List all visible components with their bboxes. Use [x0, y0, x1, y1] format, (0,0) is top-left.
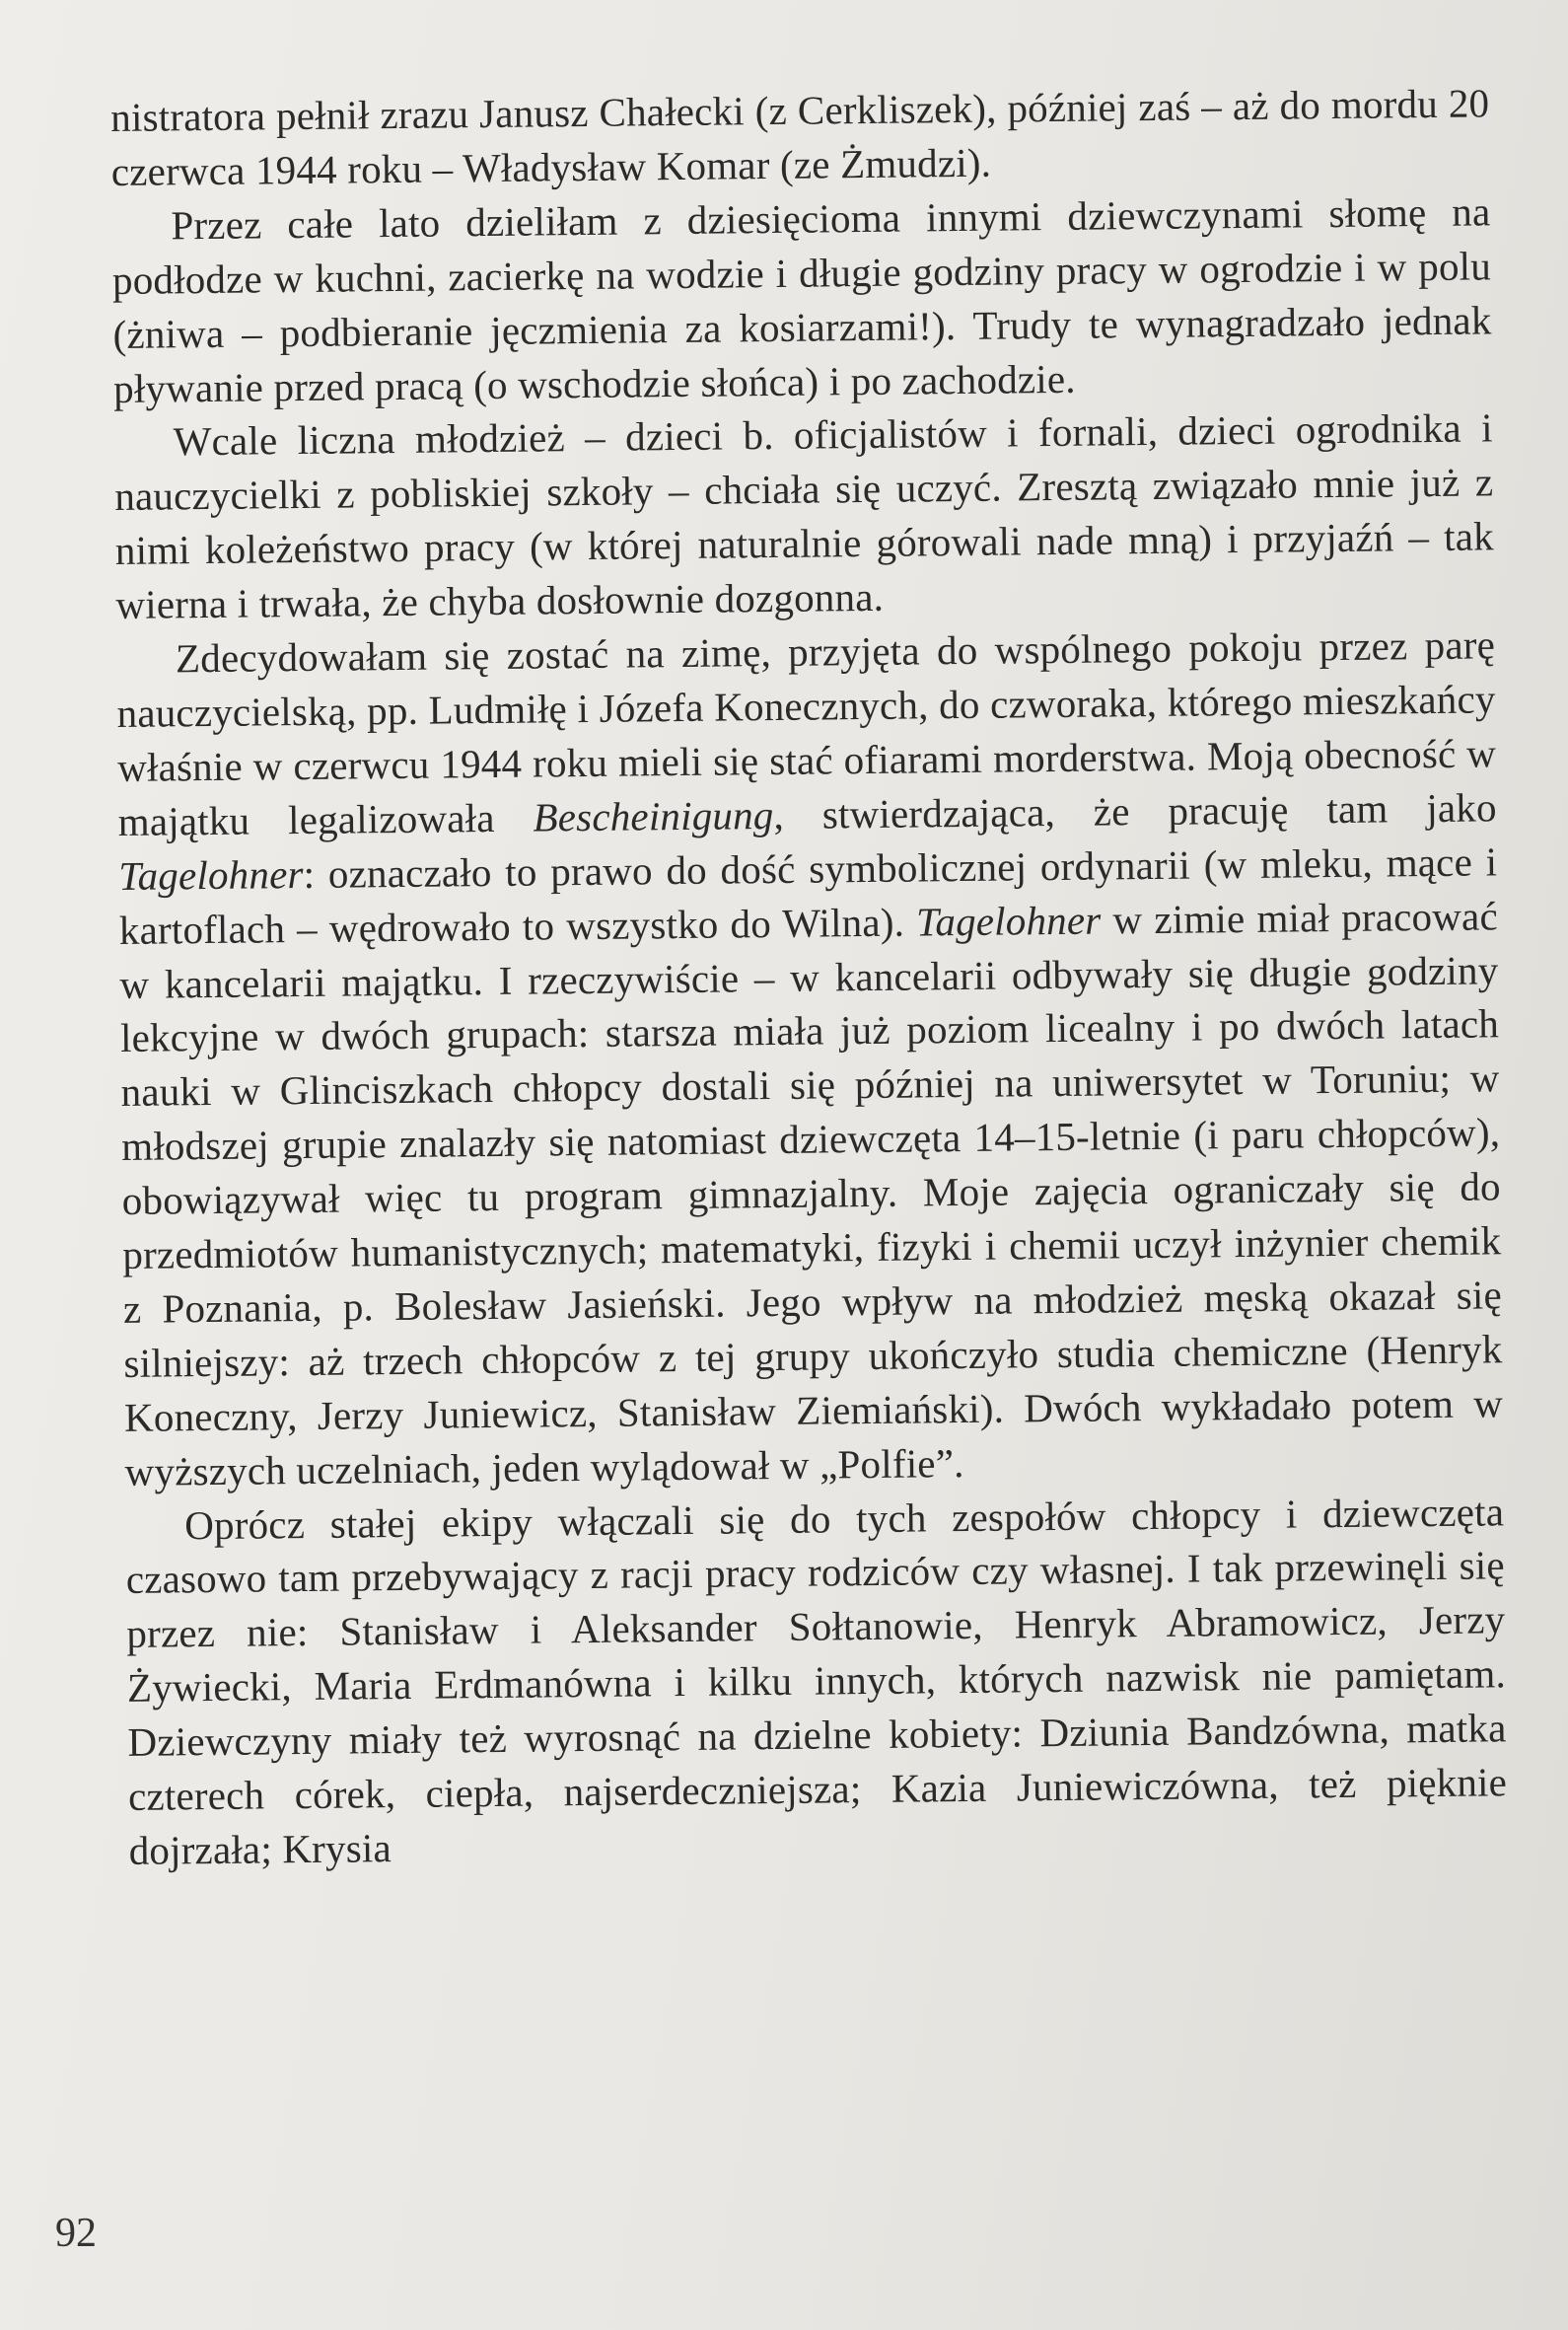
paragraph-winter-text-2: , stwierdzająca, że pracuję tam jako: [773, 784, 1497, 837]
page-number: 92: [55, 2211, 97, 2256]
body-text: [110, 76, 1508, 1877]
paragraph-continuation: nistratora pełnił zrazu Janusz Chałecki (z Cerkliszek), później zaś – aż do mordu 20 czerwca 1944 roku – Władysław Komar (ze Żmudzi).: [110, 80, 1490, 194]
paragraph-youth: Wcale liczna młodzież – dzieci b. oficjalistów i fornali, dzieci ogrodnika i nauczycielki z pobliskiej szkoły – chciała się uczyć. Zresztą związało mnie już z nimi koleżeństwo pracy (w której naturalnie górowali nade mną) i przyjaźń – tak wierna i trwała, że chyba dosłownie dozgonna.: [114, 404, 1495, 628]
paragraph-summer: Przez całe lato dzieliłam z dziesięcioma innymi dziewczynami słomę na podłodze w kuchni, zacierkę na wodzie i długie godziny pracy w ogrodzie i w polu (żniwa – podbieranie jęczmienia za kosiarzami!). Trudy te wynagradzało jednak pływanie przed pracą (o wschodzie słońca) i po zachodzie.: [111, 188, 1492, 411]
term-tagelohner-2: Tagelohner: [915, 897, 1102, 945]
paragraph-winter-text-1: Zdecydowałam się zostać na zimę, przyjęta do wspólnego pokoju przez parę nauczycielską, pp. Ludmiłę i Józefa Konecznych, do czworaka, którego mieszkańcy właśnie w czerwcu 1944 roku mieli się stać ofiarami morderstwa. Moją obecność w majątku legalizowała: [116, 621, 1497, 844]
term-tagelohner-1: Tagelohner: [118, 850, 304, 899]
paragraph-others: Oprócz stałej ekipy włączali się do tych zespołów chłopcy i dziewczęta czasowo tam przebywający z racji pracy rodziców czy własnej. I tak przewinęli się przez nie: Stanisław i Aleksander Sołtanowie, Henryk Abramowicz, Jerzy Żywiecki, Maria Erdmanówna i kilku innych, których nazwisk nie pamiętam. Dziewczyny miały też wyrosnąć na dzielne kobiety: Dziunia Bandzówna, matka czterech córek, ciepła, najserdeczniejsza; Kazia Juniewiczówna, też pięknie dojrzała; Krysia: [125, 1488, 1508, 1873]
paragraph-winter-text-3: : oznaczało to prawo do dość symbolicznej ordynarii (w mleku, mące i kartoflach – wędrowało to wszystko do Wilna).: [118, 838, 1498, 953]
term-bescheinigung: Bescheinigung: [533, 791, 774, 840]
paragraph-winter: [116, 618, 1504, 1498]
paragraph-winter-text-4: w zimie miał pracować w kancelarii majątku. I rzeczywiście – w kancelarii odbywały się długie godziny lekcyjne w dwóch grupach: starsza miała już poziom licealny i po dwóch latach nauki w Glinciszkach chłopcy dostali się później na uniwersytet w Toruniu; w młodszej grupie znalazły się natomiast dziewczęta 14–15-letnie (i paru chłopców), obowiązywał więc tu program gimnazjalny. Moje zajęcia ograniczały się do przedmiotów humanistycznych; matematyki, fizyki i chemii uczył inżynier chemik z Poznania, p. Bolesław Jasieński. Jego wpływ na młodzież męską okazał się silniejszy: aż trzech chłopców z tej grupy ukończyło studia chemiczne (Henryk Koneczny, Jerzy Juniewicz, Stanisław Ziemiański). Dwóch wykładało potem w wyższych uczelniach, jeden wylądował w „Polfie”.: [119, 892, 1504, 1494]
